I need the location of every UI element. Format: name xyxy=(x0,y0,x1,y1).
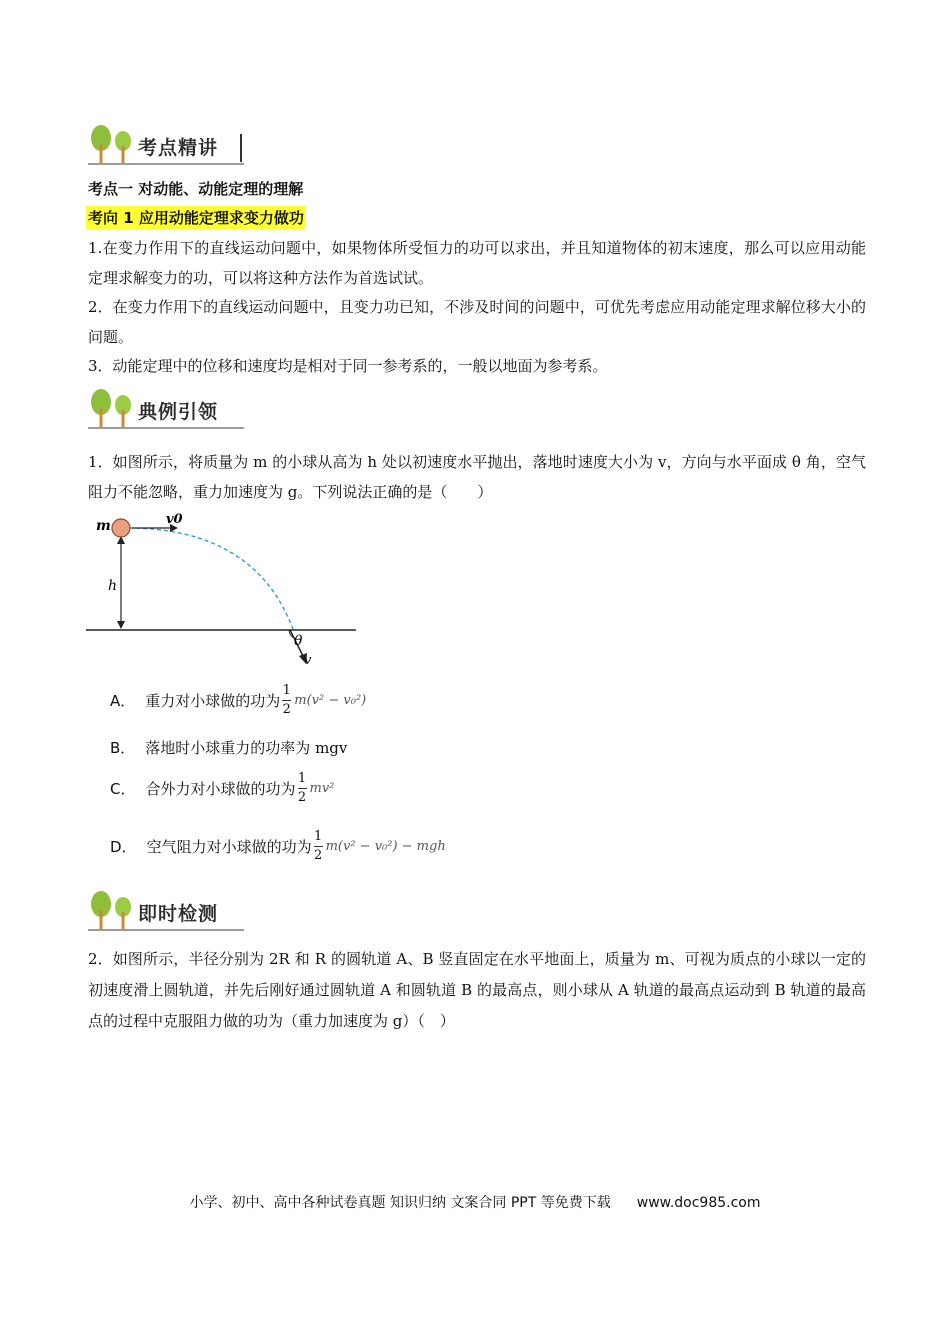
option-label: D． xyxy=(110,838,137,856)
tree-icon xyxy=(88,890,134,930)
option-text: 落地时小球重力的功率为 mgv xyxy=(145,739,348,757)
heading-underline xyxy=(88,929,244,931)
tree-icon xyxy=(88,124,134,164)
question-1-stem: 1．如图所示，将质量为 m 的小球从高为 h 处以初速度水平抛出，落地时速度大小为 v，方向与水平面成 θ 角，空气阻力不能忽略，重力加速度为 g。下列说法正确的是（ ） xyxy=(88,453,866,501)
fraction: $\frac{1}{2}$ xyxy=(313,829,323,863)
question-2-stem: 2．如图所示，半径分别为 2R 和 R 的圆轨道 A、B 竖直固定在水平地面上，质量为 m、可视为质点的小球以一定的初速度滑上圆轨道，并先后刚好通过圆轨道 A 和圆轨道 B 的最高点，则小球从 A 轨道的最高点运动到 B 轨道的最高点的过程中克服阻力做的功为（重力加速度为 g）（ ） xyxy=(88,950,866,1030)
option-text: 合外力对小球做的功为 xyxy=(145,780,296,798)
projectile-figure xyxy=(86,508,358,670)
footer-site-link[interactable]: www.doc985.com xyxy=(636,1195,761,1211)
section-title: 考点一 对动能、动能定理的理解 xyxy=(88,180,304,198)
heading-jishi-jiance xyxy=(88,890,218,930)
height-label: h xyxy=(108,578,118,594)
fraction: $\frac{1}{2}$ xyxy=(297,771,307,805)
option-formula: m(v² − v₀²) − mgh xyxy=(325,839,446,854)
heading-text: 典例引领 xyxy=(138,401,219,423)
v0-label: v0 xyxy=(166,512,183,527)
text-cursor xyxy=(240,134,242,162)
ball xyxy=(112,519,130,537)
heading-text: 即时检测 xyxy=(138,903,219,925)
paragraph-1: 1.在变力作用下的直线运动问题中，如果物体所受恒力的功可以求出，并且知道物体的初末速度，那么可以应用动能定理求解变力的功，可以将这种方法作为首选试试。 xyxy=(88,239,866,287)
option-a xyxy=(110,684,366,717)
heading-dianli-yinling xyxy=(88,388,218,428)
heading-kaodian-jingjiang xyxy=(88,124,218,164)
footer-text: 小学、初中、高中各种试卷真题 知识归纳 文案合同 PPT 等免费下载 xyxy=(189,1195,611,1211)
option-d xyxy=(110,830,446,863)
option-label: C． xyxy=(110,780,136,798)
option-b xyxy=(110,737,347,758)
heading-underline xyxy=(88,427,244,429)
heading-text: 考点精讲 xyxy=(138,137,219,159)
option-text: 重力对小球做的功为 xyxy=(145,692,281,710)
option-text: 空气阻力对小球做的功为 xyxy=(146,838,312,856)
theta-label: θ xyxy=(294,633,303,649)
trajectory-curve xyxy=(122,528,294,632)
option-label: A． xyxy=(110,692,136,710)
fraction: $\frac{1}{2}$ xyxy=(282,683,291,717)
tree-icon xyxy=(88,388,134,428)
option-c xyxy=(110,772,334,805)
heading-underline xyxy=(88,163,244,165)
v-label: v xyxy=(304,653,312,668)
mass-label: m xyxy=(96,518,111,534)
option-formula: mv² xyxy=(309,781,335,796)
option-label: B． xyxy=(110,739,136,757)
option-formula: m(v² − v₀²) xyxy=(294,693,367,708)
paragraph-2: 2．在变力作用下的直线运动问题中，且变力功已知，不涉及时间的问题中，可优先考虑应用动能定理求解位移大小的问题。 xyxy=(88,298,866,346)
page-footer xyxy=(0,1192,950,1212)
paragraph-3: 3．动能定理中的位移和速度均是相对于同一参考系的，一般以地面为参考系。 xyxy=(88,357,608,375)
highlighted-subtitle: 考向 1 应用动能定理求变力做功 xyxy=(86,206,306,229)
